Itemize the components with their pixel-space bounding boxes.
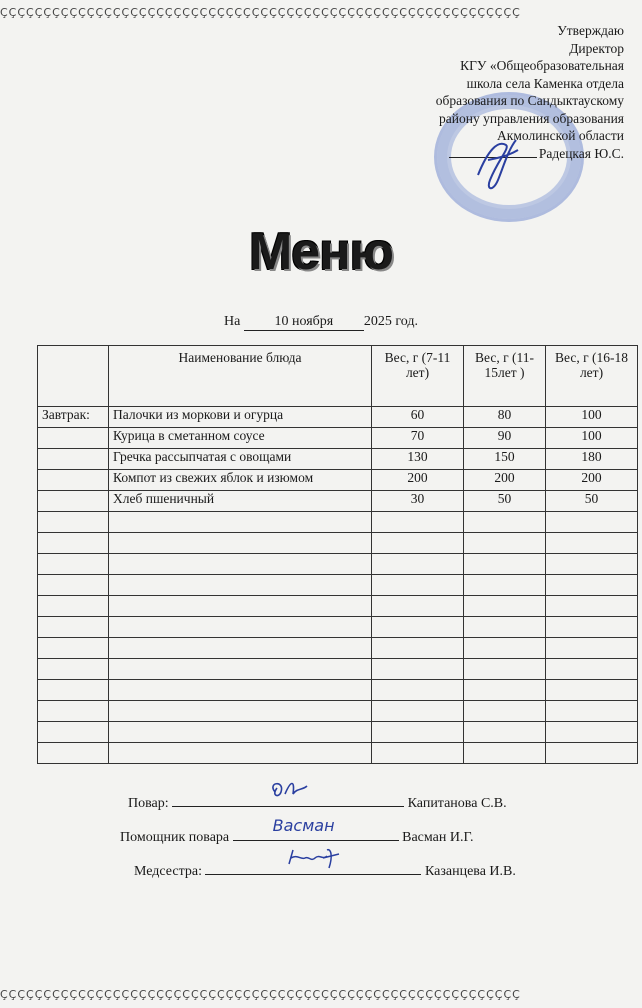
header-weight-11-15: Вес, г (11-15лет ) (464, 346, 546, 407)
signature-line (172, 792, 404, 807)
dish-cell: Компот из свежих яблок и изюмом (109, 470, 372, 491)
empty-cell (546, 659, 638, 680)
weight-cell: 180 (546, 449, 638, 470)
table-row (38, 449, 638, 470)
meal-cell (38, 428, 109, 449)
empty-cell (372, 638, 464, 659)
empty-cell (109, 659, 372, 680)
decorative-border-top: ÇÇÇÇÇÇÇÇÇÇÇÇÇÇÇÇÇÇÇÇÇÇÇÇÇÇÇÇÇÇÇÇÇÇÇÇÇÇÇÇÇÇÇÇÇÇÇÇÇÇÇÇÇÇÇÇÇÇÇÇ (0, 6, 521, 19)
cook-signature (263, 778, 313, 802)
empty-cell (109, 533, 372, 554)
empty-cell (546, 701, 638, 722)
signature-row-cook (128, 792, 507, 812)
empty-cell (38, 701, 109, 722)
empty-table-row (38, 617, 638, 638)
meal-cell: Завтрак: (38, 407, 109, 428)
weight-cell: 70 (372, 428, 464, 449)
signature-line (205, 860, 421, 875)
approval-line: району управления образования (439, 110, 624, 126)
meal-cell (38, 449, 109, 470)
empty-cell (372, 722, 464, 743)
empty-cell (464, 512, 546, 533)
empty-cell (38, 554, 109, 575)
weight-cell: 200 (464, 470, 546, 491)
weight-cell: 90 (464, 428, 546, 449)
empty-cell (109, 638, 372, 659)
empty-cell (38, 659, 109, 680)
empty-cell (464, 554, 546, 575)
approval-line: КГУ «Общеобразовательная (460, 58, 624, 73)
weight-cell: 50 (464, 491, 546, 512)
empty-cell (464, 659, 546, 680)
empty-cell (109, 512, 372, 533)
approval-line: школа села Каменка отдела (466, 75, 624, 91)
empty-cell (546, 722, 638, 743)
table-row (38, 428, 638, 449)
empty-cell (372, 575, 464, 596)
table-header-row (38, 346, 638, 407)
date-line (0, 314, 642, 331)
weight-cell: 50 (546, 491, 638, 512)
empty-cell (464, 680, 546, 701)
approval-line: Акмолинской области (497, 128, 624, 143)
empty-cell (372, 701, 464, 722)
empty-table-row (38, 722, 638, 743)
table-row (38, 407, 638, 428)
empty-table-row (38, 638, 638, 659)
empty-cell (109, 743, 372, 764)
date-prefix: На (224, 314, 241, 329)
weight-cell: 80 (464, 407, 546, 428)
empty-cell (109, 617, 372, 638)
empty-cell (38, 533, 109, 554)
empty-cell (464, 533, 546, 554)
dish-cell: Палочки из моркови и огурца (109, 407, 372, 428)
empty-cell (109, 575, 372, 596)
empty-cell (546, 638, 638, 659)
empty-cell (109, 554, 372, 575)
header-dish: Наименование блюда (109, 346, 372, 407)
empty-cell (546, 575, 638, 596)
empty-cell (372, 743, 464, 764)
empty-cell (372, 680, 464, 701)
weight-cell: 60 (372, 407, 464, 428)
empty-cell (109, 701, 372, 722)
empty-table-row (38, 659, 638, 680)
empty-cell (546, 680, 638, 701)
menu-table (37, 345, 638, 764)
empty-cell (372, 512, 464, 533)
signature-role: Медсестра: (134, 864, 202, 879)
empty-table-row (38, 701, 638, 722)
weight-cell: 100 (546, 407, 638, 428)
table-row (38, 470, 638, 491)
date-suffix: 2025 год. (363, 314, 418, 329)
empty-cell (38, 512, 109, 533)
dish-cell: Курица в сметанном соусе (109, 428, 372, 449)
empty-table-row (38, 680, 638, 701)
weight-cell: 150 (464, 449, 546, 470)
empty-table-row (38, 512, 638, 533)
empty-cell (546, 554, 638, 575)
meal-cell (38, 491, 109, 512)
table-row (38, 491, 638, 512)
empty-cell (464, 596, 546, 617)
meal-cell (38, 470, 109, 491)
weight-cell: 200 (372, 470, 464, 491)
signature-role: Повар: (128, 796, 169, 811)
empty-cell (109, 722, 372, 743)
empty-table-row (38, 596, 638, 617)
empty-cell (464, 617, 546, 638)
empty-cell (464, 743, 546, 764)
empty-cell (109, 680, 372, 701)
empty-table-row (38, 533, 638, 554)
empty-cell (464, 575, 546, 596)
nurse-signature (283, 846, 343, 872)
empty-cell (38, 680, 109, 701)
empty-cell (38, 722, 109, 743)
signature-name: Казанцева И.В. (424, 864, 516, 879)
decorative-border-bottom: ÇÇÇÇÇÇÇÇÇÇÇÇÇÇÇÇÇÇÇÇÇÇÇÇÇÇÇÇÇÇÇÇÇÇÇÇÇÇÇÇÇÇÇÇÇÇÇÇÇÇÇÇÇÇÇÇÇÇÇÇ (0, 988, 521, 1001)
empty-cell (372, 554, 464, 575)
weight-cell: 200 (546, 470, 638, 491)
signature-role: Помощник повара (120, 830, 230, 845)
empty-cell (38, 617, 109, 638)
empty-cell (546, 617, 638, 638)
dish-cell: Гречка рассыпчатая с овощами (109, 449, 372, 470)
empty-cell (109, 596, 372, 617)
weight-cell: 30 (372, 491, 464, 512)
empty-cell (38, 596, 109, 617)
approval-line: Утверждаю (557, 23, 624, 38)
weight-cell: 130 (372, 449, 464, 470)
empty-cell (546, 596, 638, 617)
empty-table-row (38, 575, 638, 596)
empty-cell (372, 596, 464, 617)
empty-cell (38, 575, 109, 596)
empty-cell (38, 638, 109, 659)
empty-cell (372, 617, 464, 638)
signature-line (233, 816, 399, 841)
empty-cell (38, 743, 109, 764)
page-title: Меню (248, 223, 394, 281)
signature-row-nurse (134, 860, 516, 880)
empty-cell (464, 638, 546, 659)
empty-cell (546, 533, 638, 554)
date-value: 10 ноября (244, 314, 364, 331)
empty-cell (372, 533, 464, 554)
empty-cell (372, 659, 464, 680)
signature-name: Васман И.Г. (402, 830, 474, 845)
dish-cell: Хлеб пшеничный (109, 491, 372, 512)
approval-signer: Радецкая Ю.С. (538, 145, 624, 161)
empty-cell (546, 512, 638, 533)
signature-row-assistant (120, 816, 474, 846)
empty-table-row (38, 743, 638, 764)
empty-cell (546, 743, 638, 764)
weight-cell: 100 (546, 428, 638, 449)
empty-cell (464, 722, 546, 743)
header-weight-16-18: Вес, г (16-18 лет) (546, 346, 638, 407)
director-signature (468, 120, 528, 200)
header-weight-7-11: Вес, г (7-11 лет) (372, 346, 464, 407)
approval-line: Директор (569, 40, 624, 56)
empty-cell (464, 701, 546, 722)
signature-name: Капитанова С.В. (407, 796, 507, 811)
approval-line: образования по Сандыктаускому (435, 93, 624, 108)
header-meal (38, 346, 109, 407)
assistant-handwritten-signature: Васман (272, 816, 335, 835)
empty-table-row (38, 554, 638, 575)
